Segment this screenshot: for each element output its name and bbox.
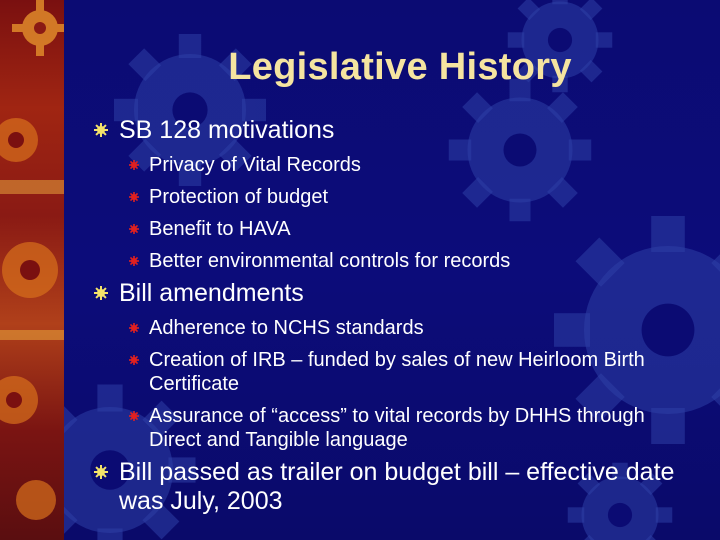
sub-bullet-text: Protection of budget xyxy=(149,186,329,208)
sub-bullet-item xyxy=(92,249,702,273)
sub-bullet-text: Privacy of Vital Records xyxy=(149,154,361,176)
sub-bullet-text: Creation of IRB – funded by sales of new Heirloom Birth Certificate xyxy=(149,349,645,395)
sub-bullet-text: Assurance of “access” to vital records by DHHS through Direct and Tangible language xyxy=(149,405,645,451)
sub-bullet-text: Better environmental controls for records xyxy=(149,250,511,272)
sub-bullet-item xyxy=(92,316,702,340)
red-bullet-icon xyxy=(129,411,139,421)
red-bullet-icon xyxy=(129,224,139,234)
sun-bullet-icon xyxy=(94,286,108,300)
sub-bullet-text: Adherence to NCHS standards xyxy=(149,317,424,339)
strip-gears-graphic xyxy=(0,0,64,540)
bullet-text: SB 128 motivations xyxy=(119,116,335,144)
sub-bullet-text: Benefit to HAVA xyxy=(149,218,291,240)
sun-bullet-icon xyxy=(94,123,108,137)
sub-bullet-item xyxy=(92,185,702,209)
slide-title: Legislative History xyxy=(228,46,572,88)
sub-bullet-item xyxy=(92,348,702,396)
red-bullet-icon xyxy=(129,160,139,170)
sub-bullet-item xyxy=(92,404,702,452)
bullet-item xyxy=(92,458,702,516)
sub-bullet-item xyxy=(92,153,702,177)
sub-bullet-list xyxy=(92,316,702,452)
bullet-item xyxy=(92,116,702,145)
sub-bullet-item xyxy=(92,217,702,241)
bullet-list xyxy=(92,110,702,516)
red-bullet-icon xyxy=(129,323,139,333)
bullet-text: Bill amendments xyxy=(119,279,304,307)
bullet-text: Bill passed as trailer on budget bill – effective date was July, 2003 xyxy=(119,458,675,515)
left-decorative-strip xyxy=(0,0,64,540)
sub-bullet-list xyxy=(92,153,702,273)
sun-bullet-icon xyxy=(94,465,108,479)
red-bullet-icon xyxy=(129,192,139,202)
red-bullet-icon xyxy=(129,355,139,365)
bullet-item xyxy=(92,279,702,308)
red-bullet-icon xyxy=(129,256,139,266)
